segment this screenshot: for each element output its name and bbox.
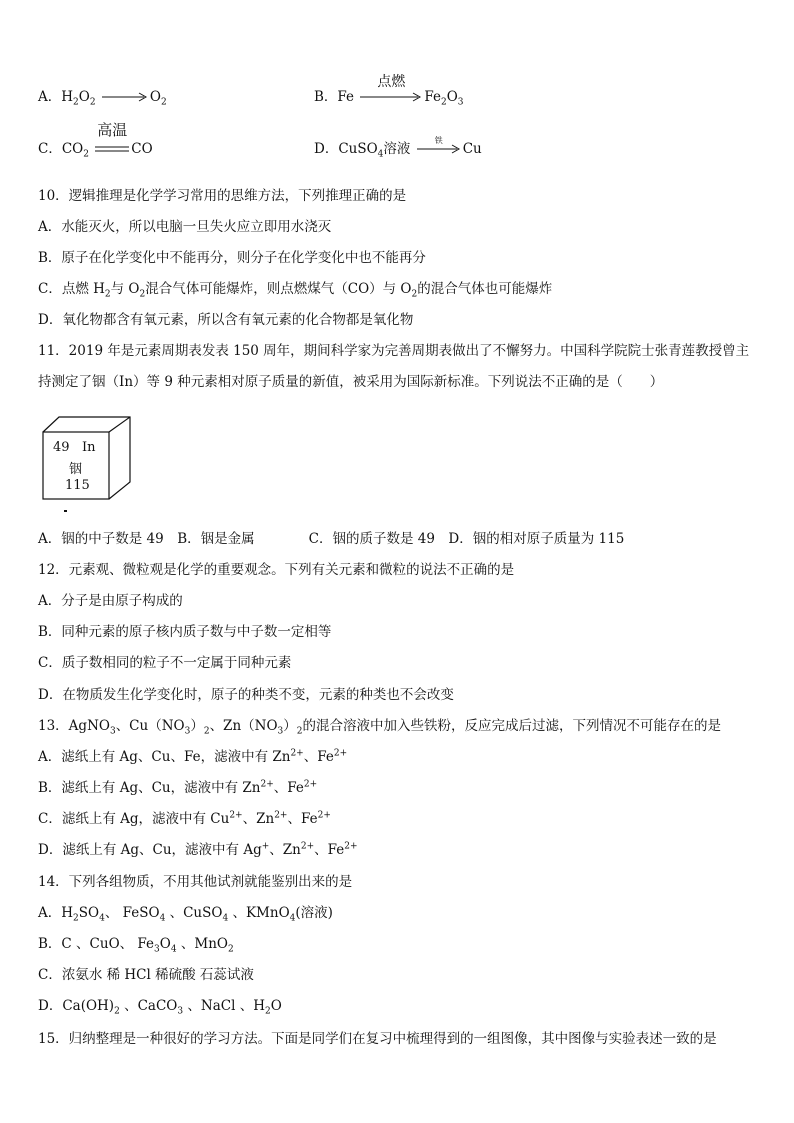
q12-option-b: B．同种元素的原子核内质子数与中子数一定相等 [38, 624, 332, 640]
q9-option-c: C．$CO_2$ 高温 CO [38, 120, 153, 160]
q12-option-a: A．分子是由原子构成的 [38, 593, 183, 609]
q10-option-d: D．氧化物都含有氧元素，所以含有氧元素的化合物都是氧化物 [38, 312, 414, 328]
q14-stem: 14．下列各组物质，不用其他试剂就能鉴别出来的是 [38, 874, 353, 890]
q12-stem: 12．元素观、微粒观是化学的重要观念。下列有关元素和微粒的说法不正确的是 [38, 562, 515, 578]
q10-option-b: B．原子在化学变化中不能再分，则分子在化学变化中也不能再分 [38, 250, 426, 266]
q15-stem: 15．归纳整理是一种很好的学习方法。下面是同学们在复习中梳理得到的一组图像，其中图像与实验表述一致的是 [38, 1031, 717, 1047]
element-card-indium [42, 416, 132, 500]
q12-option-c: C．质子数相同的粒子不一定属于同种元素 [38, 655, 292, 671]
reaction-arrow-icon [102, 89, 148, 107]
q12-option-d: D．在物质发生化学变化时，原子的种类不变，元素的种类也不会改变 [38, 687, 454, 703]
reaction-arrow-icon: 铁 [417, 141, 461, 159]
dot-mark [64, 510, 67, 512]
q13-option-a: A．滤纸上有 Ag、Cu、Fe，滤液中有 $Zn^{2+}$、$Fe^{2+}$ [38, 748, 348, 765]
q11-stem-line1: 11．2019 年是元素周期表发表 150 周年，期间科学家为完善周期表做出了不懈努力。中国科学院院士张青莲教授曾主 [38, 343, 750, 359]
q13-stem: 13．AgNO$_3$、$Cu(NO_3)_2$、$Zn(NO_3)_2$的混合溶液中加入些铁粉，反应完成后过滤，下列情况不可能存在的是 [38, 718, 721, 737]
q13-option-c: C．滤纸上有 Ag，滤液中有 $Cu^{2+}$、$Zn^{2+}$、$Fe^{2+}$ [38, 810, 331, 827]
q14-option-b: B．C 、CuO、 $Fe_3O_4$ 、MnO$_2$ [38, 936, 234, 955]
q10-option-a: A．水能灭火，所以电脑一旦失火应立即用水浇灭 [38, 219, 332, 235]
q14-option-a: A．$H_2SO_4$、 FeSO$_4$ 、CuSO$_4$ 、KMnO$_4$(溶液) [38, 905, 333, 924]
atomic-number: 49 [53, 440, 70, 455]
reaction-arrow-icon: 点燃 [360, 89, 422, 107]
q14-option-c: C．浓氨水 稀 HCl 稀硫酸 石蕊试液 [38, 967, 254, 983]
q11-stem-line2: 持测定了铟（In）等 9 种元素相对原子质量的新值，被采用为国际新标准。下列说法不正确的是（ ） [38, 374, 664, 390]
q10-stem: 10．逻辑推理是化学学习常用的思维方法，下列推理正确的是 [38, 188, 407, 204]
atomic-mass: 115 [65, 478, 90, 493]
element-name: 铟 [69, 462, 83, 477]
q14-option-d: D．$Ca(OH)_2$ 、CaCO$_3$ 、NaCl 、$H_2O$ [38, 998, 282, 1017]
q13-option-d: D．滤纸上有 Ag、Cu，滤液中有 Ag+、$Zn^{2+}$、$Fe^{2+}$ [38, 841, 358, 858]
q9-option-a: A．$H_2O_2$ $O_2$ [38, 89, 167, 108]
q9-option-d: D．CuSO$_4$溶液 铁 Cu [314, 135, 482, 160]
q9-option-b: B．Fe 点燃 $Fe_2O_3$ [314, 73, 464, 108]
q10-option-c: C．点燃 $H_2$与 $O_2$混合气体可能爆炸，则点燃煤气（CO）与 $O_2$的混合气体也可能爆炸 [38, 281, 553, 300]
q11-options: A．铟的中子数是 49 B．铟是金属 C．铟的质子数是 49 D．铟的相对原子质量为 115 [38, 531, 625, 547]
equilibrium-sign-icon: 高温 [97, 120, 128, 139]
q13-option-b: B．滤纸上有 Ag、Cu，滤液中有 $Zn^{2+}$、$Fe^{2+}$ [38, 779, 318, 796]
element-symbol: In [82, 440, 96, 455]
